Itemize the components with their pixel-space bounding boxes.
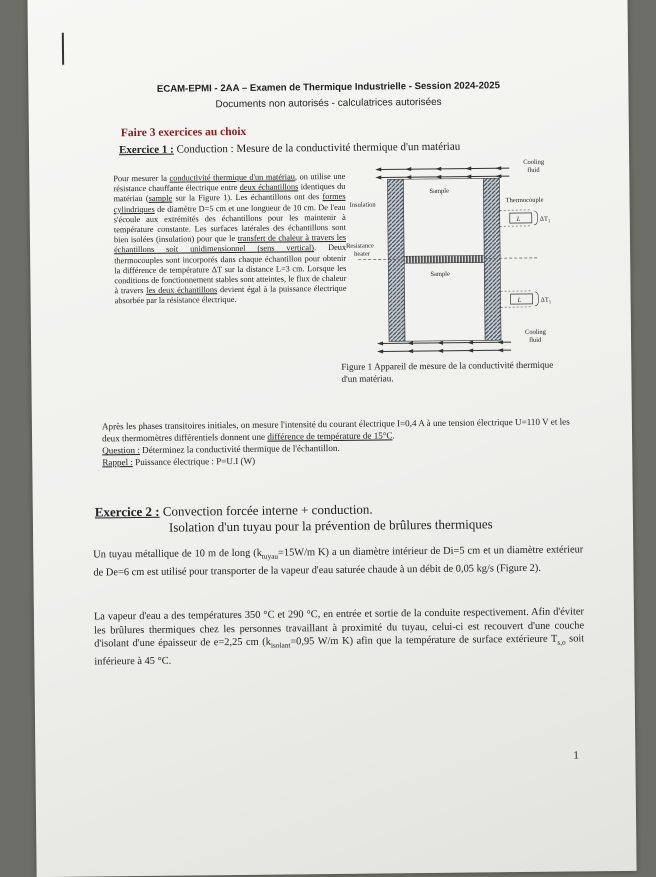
page-number: 1 — [573, 749, 579, 761]
exercise2-title-1: Convection forcée interne + conduction. — [159, 502, 372, 519]
exercise1-heading — [119, 141, 460, 157]
exam-sheet — [27, 0, 636, 877]
fig-label-sample-bottom: Sample — [430, 271, 450, 278]
fig-label-thermocouple: Thermocouple — [506, 197, 544, 204]
fig-label-dt-bottom: $\Delta T_1$ — [541, 297, 551, 305]
fig-label-cooling-bottom: Cooling — [525, 329, 547, 336]
exercise2-paragraph-1: Un tuyau métallique de 10 m de long ($k_{tuyau}=15W/m$ K) a un diamètre intérieur de Di=5 cm et un diamètre extérieur de De=6 cm est utilisé pour transporter de la vapeur d'eau saturée chaude à un débit de 0,05 kg/s (Figure 2). — [93, 543, 583, 579]
exercise1-title: Conduction : Mesure de la conductivité thermique d'un matériau — [174, 141, 461, 156]
exercise2-title-2: Isolation d'un tuyau pour la prévention de brûlures thermiques — [169, 516, 493, 535]
fig-label-fluid-bottom: fluid — [529, 337, 542, 344]
fig-label-fluid-top: fluid — [527, 167, 540, 174]
exercise1-measurement: Après les phases transitoires initiales, on mesure l'intensité du courant électrique I=0,4 A à une tension électrique U=110 V et les deux thermomètres différentiels donnent une différence de température de 15°C. Question : Déterminez la conductivité thermique de l'échantillon. Rappel : Puissance électrique : P=U.I (W) — [102, 415, 580, 468]
instruction: Faire 3 exercices au choix — [121, 126, 247, 139]
fig-label-insulation: Insulation — [350, 202, 377, 209]
margin-mark — [62, 33, 64, 65]
figure-1-caption: Figure 1 Appareil de mesure de la conductivité thermique d'un matériau. — [341, 360, 553, 385]
exam-header-title: ECAM-EPMI - 2AA – Examen de Thermique Industrielle - Session 2024-2025 — [28, 79, 628, 96]
exercise2-paragraph-2: La vapeur d'eau a des températures 350 °C et 290 °C, en entrée et sortie de la conduite respectivement. Afin d'éviter les brûlures thermiques chez les personnes travaillant à proximité du tuyau, celui-ci est recouvert d'une couche d'isolant d'une épaisseur de e=2,25 cm ($k_{isolant}=0,95$ W/m K) afin que la température de surface extérieure $T_{s,o}$ soit inférieure à 45 °C. — [94, 605, 585, 668]
exercise1-rappel: Rappel : Puissance électrique : P=U.I (W) — [102, 451, 580, 468]
fig-label-sample-top: Sample — [429, 188, 449, 195]
exercise1-label: Exercice 1 : — [119, 144, 174, 157]
figure-1-apparatus — [327, 158, 559, 355]
fig-label-dt-top: $\Delta T_1$ — [540, 216, 550, 224]
fig-label-l-bottom: L — [517, 297, 522, 304]
fig-label-l-top: L — [516, 216, 521, 223]
exercise1-description: Pour mesurer la conductivité thermique d'un matériau, on utilise une résistance chauffante électrique entre deux échantillons identiques du matériau (sample sur la Figure 1). Les échantillons ont des formes cylindriques de diamètre D=5 cm et une longueur de 10 cm. De l'eau s'écoule aux extrémités des échantillons pour les maintenir à température constante. Les surfaces latérales des échantillons sont bien isolées (insulation) pour que le transfert de chaleur à travers les échantillons soit unidimensionnel (sens vertical). Deux thermocouples sont incorporés dans chaque échantillon pour obtenir la différence de température ΔT sur la distance L=3 cm. Lorsque les conditions de fonctionnement stables sont atteintes, le flux de chaleur à travers les deux échantillons devient égal à la puissance électrique absorbée par la résistance électrique. — [113, 172, 346, 307]
exercise1-question: Question : Déterminez la conductivité thermique de l'échantillon. — [102, 439, 580, 456]
fig-label-cooling-top: Cooling — [523, 159, 545, 166]
exercise2-label: Exercice 2 : — [95, 504, 160, 520]
fig-label-heater: heater — [354, 251, 371, 258]
fig-label-resistance: Resistance — [346, 243, 374, 250]
exam-header-subtitle: Documents non autorisés - calculatrices autorisées — [29, 95, 629, 112]
